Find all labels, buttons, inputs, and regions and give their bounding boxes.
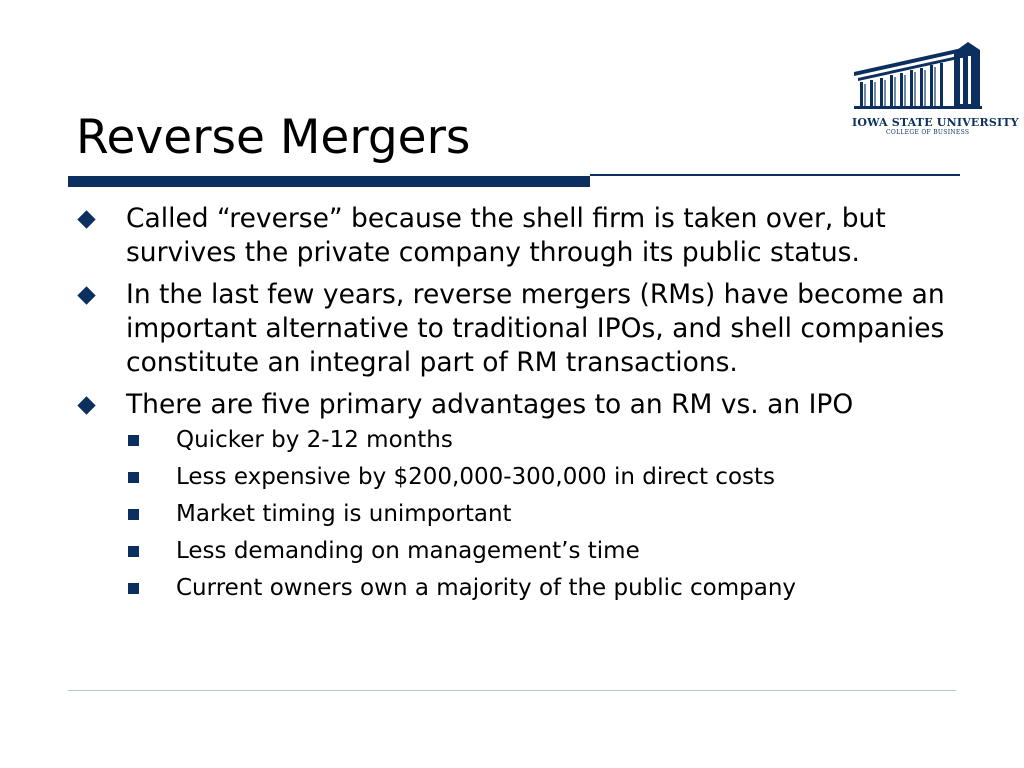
sub-bullet-list: [76, 422, 966, 607]
sub-bullet-item: [76, 533, 966, 570]
square-bullet-icon: [128, 509, 139, 520]
bullet-text: In the last few years, reverse mergers (RMs) have become an important alternative to traditional IPOs, and shell companies constitute an integral part of RM transactions.: [126, 279, 945, 378]
square-bullet-icon: [128, 583, 139, 594]
logo-wordmark: IOWA STATE UNIVERSITY: [852, 116, 1019, 129]
sub-bullet-text: Less demanding on management’s time: [176, 538, 640, 564]
sub-bullet-text: Current owners own a majority of the public company: [176, 575, 797, 601]
bullet-text: There are five primary advantages to an RM vs. an IPO: [126, 389, 854, 420]
title-underline-thick: [68, 176, 590, 187]
sub-bullet-item: [76, 459, 966, 496]
footer-divider: [68, 690, 956, 691]
title-underline-thin: [590, 174, 960, 176]
sub-bullet-item: [76, 570, 966, 607]
sub-bullet-text: Market timing is unimportant: [176, 501, 512, 527]
sub-bullet-item: [76, 496, 966, 533]
bullet-item: [76, 202, 966, 270]
sub-bullet-item: [76, 422, 966, 459]
square-bullet-icon: [128, 472, 139, 483]
sub-bullet-text: Quicker by 2-12 months: [176, 427, 453, 453]
slide-content: [76, 202, 966, 607]
bullet-item: [76, 278, 966, 380]
logo-subtitle: COLLEGE OF BUSINESS: [886, 129, 970, 136]
diamond-bullet-icon: [77, 286, 95, 304]
square-bullet-icon: [128, 435, 139, 446]
slide-title: Reverse Mergers: [76, 110, 471, 165]
sub-bullet-text: Less expensive by $200,000-300,000 in direct costs: [176, 464, 775, 490]
diamond-bullet-icon: [77, 210, 95, 228]
diamond-bullet-icon: [77, 396, 95, 414]
square-bullet-icon: [128, 546, 139, 557]
bullet-item: [76, 388, 966, 422]
bullet-text: Called “reverse” because the shell firm is taken over, but survives the private company through its public status.: [126, 203, 886, 268]
